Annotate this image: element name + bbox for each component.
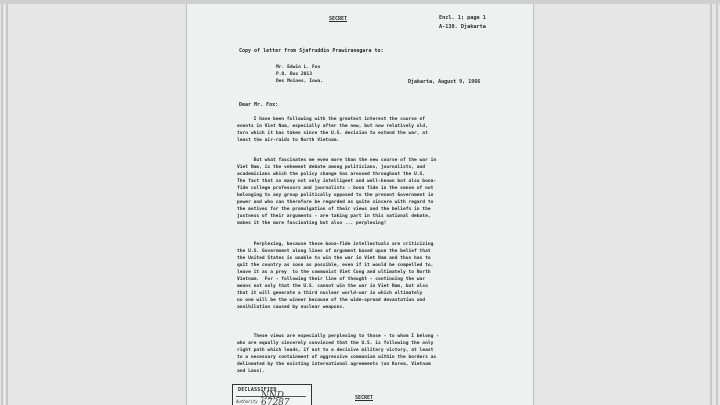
paragraph-3	[237, 241, 507, 311]
text-line: to a necessary containment of aggressive communism within the borders as	[237, 355, 437, 360]
text-line: academicians which the policy change has aroused throughout the U.S.	[237, 172, 426, 177]
salutation: Dear Mr. Fox:	[239, 102, 279, 108]
addressee-box: P.O. Box 2013	[276, 72, 312, 77]
text-line: delineated by the existing international agreements (on Korea, Vietnam	[237, 362, 431, 367]
document-page	[187, 4, 533, 405]
text-line: I have been following with the greatest interest the course of	[237, 117, 426, 122]
text-line: Viet Nam, is the vehement debate among politicians, journalists, and	[237, 165, 426, 170]
text-line: fide college professors and journalists - bona fide in the sense of not	[237, 186, 434, 191]
classification-footer: SECRET	[355, 395, 374, 401]
text-line: justness of their arguments - are taking part in this national debate,	[237, 214, 431, 219]
addressee-name: Mr. Edwin L. Fox	[276, 65, 321, 70]
text-line: power and who can therefore be regarded as quite sincere with regard to	[237, 200, 434, 205]
letter-date: Djakarta, August 9, 1966	[408, 79, 481, 85]
text-line: Vietnam. For - following their line of thought - continuing the war	[237, 277, 426, 282]
text-line: no one will be the winner because of the wide-spread devastation and	[237, 298, 426, 303]
copy-line: Copy of letter from Sjafruddin Prawiranegara to:	[239, 48, 384, 54]
stamp-authority-mark: NND 67287	[261, 391, 290, 405]
text-line: The fact that so many not only intelligent and well-known but also bona-	[237, 179, 437, 184]
addressee-city: Des Moines, Iowa.	[276, 79, 324, 84]
classification-header: SECRET	[329, 16, 348, 22]
text-line: turn which it has taken since the U.S. decision to extend the war, at	[237, 131, 428, 136]
text-line: right path which leads, if not to a decisive military victory, at least	[237, 348, 434, 353]
text-line: the motives for the promulgation of their views and the beliefs in the	[237, 207, 431, 212]
text-line: annihilation caused by nuclear weapons.	[237, 305, 345, 310]
stamp-authority-label: Authority	[236, 399, 258, 404]
right-rail-line	[710, 4, 712, 405]
text-line: who are equally sincerely convinced that the U.S. is following the only	[237, 341, 434, 346]
text-line: Perplexing, because these bona-fide intellectuals are criticizing	[237, 242, 434, 247]
left-gutter	[0, 4, 186, 405]
paragraph-4	[237, 333, 507, 375]
text-line: least the air-raids to North Vietnam.	[237, 138, 340, 143]
page-border-right	[533, 4, 534, 405]
text-line: events in Viet Nam, especially after the new, but now relatively old,	[237, 124, 428, 129]
text-line: and Laos).	[237, 369, 265, 374]
paragraph-1	[237, 116, 507, 144]
stamp-label: DECLASSIFIED	[238, 387, 277, 393]
left-rail-line	[6, 4, 8, 405]
paragraph-2	[237, 157, 507, 227]
text-line: that it will generate a third nuclear world-war in which ultimately	[237, 291, 423, 296]
text-line: leave it as a prey to the communist Viet Cong and ultimately to North	[237, 270, 431, 275]
text-line: These views are especially perplexing to those - to whom I belong -	[237, 334, 439, 339]
left-rail-line	[1, 4, 3, 405]
text-line: the United States is unable to win the war in Viet Nam and thus has to	[237, 256, 431, 261]
text-line: the U.S. Government along lines of argument based upon the belief that	[237, 249, 431, 254]
declassified-stamp	[232, 384, 312, 405]
location-label: A-130. Djakarta	[439, 24, 486, 30]
right-rail-line	[716, 4, 718, 405]
enclosure-label: Encl. 1; page 1	[439, 15, 486, 21]
text-line: belonging to any group politically opposed to the present Government in	[237, 193, 434, 198]
text-line: But what fascinates me even more than the new course of the war in	[237, 158, 437, 163]
right-gutter	[534, 4, 720, 405]
text-line: quit the country as soon as possible, even if it would be compelled to,	[237, 263, 434, 268]
text-line: makes it the more fascinating but also ... perplexing!	[237, 221, 387, 226]
text-line: means not only that the U.S. cannot win the war in Viet Nam, but also	[237, 284, 428, 289]
